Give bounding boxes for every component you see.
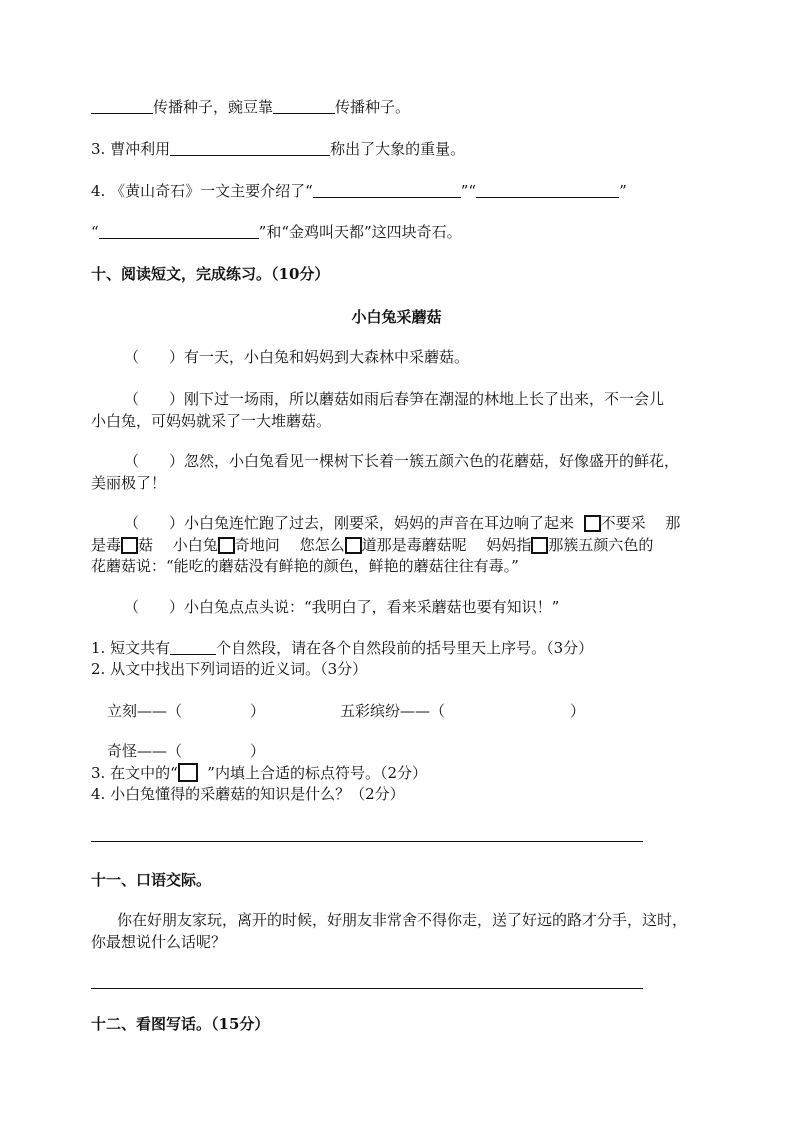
answer-blank[interactable] — [99, 222, 259, 239]
order-bracket[interactable]: （ ） — [124, 514, 185, 532]
paragraph-4-line-2: 是毒 菇 小白兔 奇地问 您怎么 道那是毒蘑菇呢 妈妈指 那簇五颜六色的 — [91, 536, 654, 554]
paragraph-2: （ ）刚下过一场雨，所以蘑菇如雨后春笋在潮湿的林地上长了出来，不一会儿 — [124, 390, 665, 408]
q10-heading: 十、阅读短文，完成练习。（10分） — [91, 265, 330, 283]
order-bracket[interactable]: （ ） — [124, 452, 185, 470]
punctuation-box[interactable] — [531, 537, 548, 554]
answer-blank[interactable] — [476, 181, 619, 198]
q9-line-3: 3. 曹冲利用 称出了大象的重量。 — [91, 140, 466, 158]
passage-title: 小白兔采蘑菇 — [351, 308, 442, 326]
paragraph-1: （ ）有一天，小白兔和妈妈到大森林中采蘑菇。 — [124, 348, 470, 366]
paragraph-2-line-2: 小白兔，可妈妈就采了一大堆蘑菇。 — [91, 412, 332, 430]
synonym-1: 立刻——（ — [107, 702, 183, 720]
order-bracket[interactable]: （ ） — [124, 348, 185, 366]
question-3: 3. 在文中的“ ”内填上合适的标点符号。（2分） — [91, 764, 428, 782]
synonym-1-close: ） — [250, 702, 266, 720]
answer-line[interactable] — [91, 841, 643, 842]
q9-line-5: “ ”和“金鸡叫天都”这四块奇石。 — [91, 223, 462, 241]
answer-blank[interactable] — [170, 638, 216, 655]
synonym-3: 奇怪——（ — [107, 742, 183, 760]
question-2: 2. 从文中找出下列词语的近义词。（3分） — [91, 660, 368, 678]
punctuation-box-sample — [178, 763, 198, 782]
synonym-2-close: ） — [570, 702, 586, 720]
paragraph-4: （ ）小白兔连忙跑了过去，刚要采，妈妈的声音在耳边响了起来 不要采 那 — [124, 514, 681, 532]
punctuation-box[interactable] — [121, 537, 138, 554]
order-bracket[interactable]: （ ） — [124, 390, 185, 408]
paragraph-4-line-3: 花蘑菇说：“能吃的蘑菇没有鲜艳的颜色，鲜艳的蘑菇往往有毒。” — [91, 557, 519, 575]
paragraph-5: （ ）小白兔点点头说：“我明白了，看来采蘑菇也要有知识！” — [124, 598, 560, 616]
paragraph-3: （ ）忽然，小白兔看见一棵树下长着一簇五颜六色的花蘑菇，好像盛开的鲜花， — [124, 452, 680, 470]
q11-prompt: 你在好朋友家玩，离开的时候，好朋友非常舍不得你走，送了好远的路才分手，这时， — [117, 911, 688, 929]
punctuation-box[interactable] — [218, 537, 235, 554]
punctuation-box[interactable] — [345, 537, 362, 554]
q11-prompt-line-2: 你最想说什么话呢？ — [91, 933, 227, 951]
order-bracket[interactable]: （ ） — [124, 598, 185, 616]
q9-line-4: 4. 《黄山奇石》一文主要介绍了“ ”“ ” — [91, 182, 627, 200]
answer-blank[interactable] — [170, 139, 330, 156]
q9-line-2: 传播种子，豌豆靠 传播种子。 — [91, 97, 410, 117]
q11-heading: 十一、口语交际。 — [91, 871, 212, 889]
punctuation-box[interactable] — [584, 515, 601, 532]
question-1: 1. 短文共有 个自然段，请在各个自然段前的括号里天上序号。（3分） — [91, 639, 594, 657]
answer-blank[interactable] — [91, 97, 153, 114]
answer-blank[interactable] — [313, 181, 461, 198]
answer-line[interactable] — [91, 988, 643, 989]
q12-heading: 十二、看图写话。（15分） — [91, 1015, 270, 1033]
paragraph-3-line-2: 美丽极了！ — [91, 474, 167, 492]
synonym-3-close: ） — [250, 742, 266, 760]
question-4: 4. 小白兔懂得的采蘑菇的知识是什么？（2分） — [91, 785, 405, 803]
synonym-2: 五彩缤纷——（ — [340, 702, 446, 720]
answer-blank[interactable] — [273, 97, 335, 114]
